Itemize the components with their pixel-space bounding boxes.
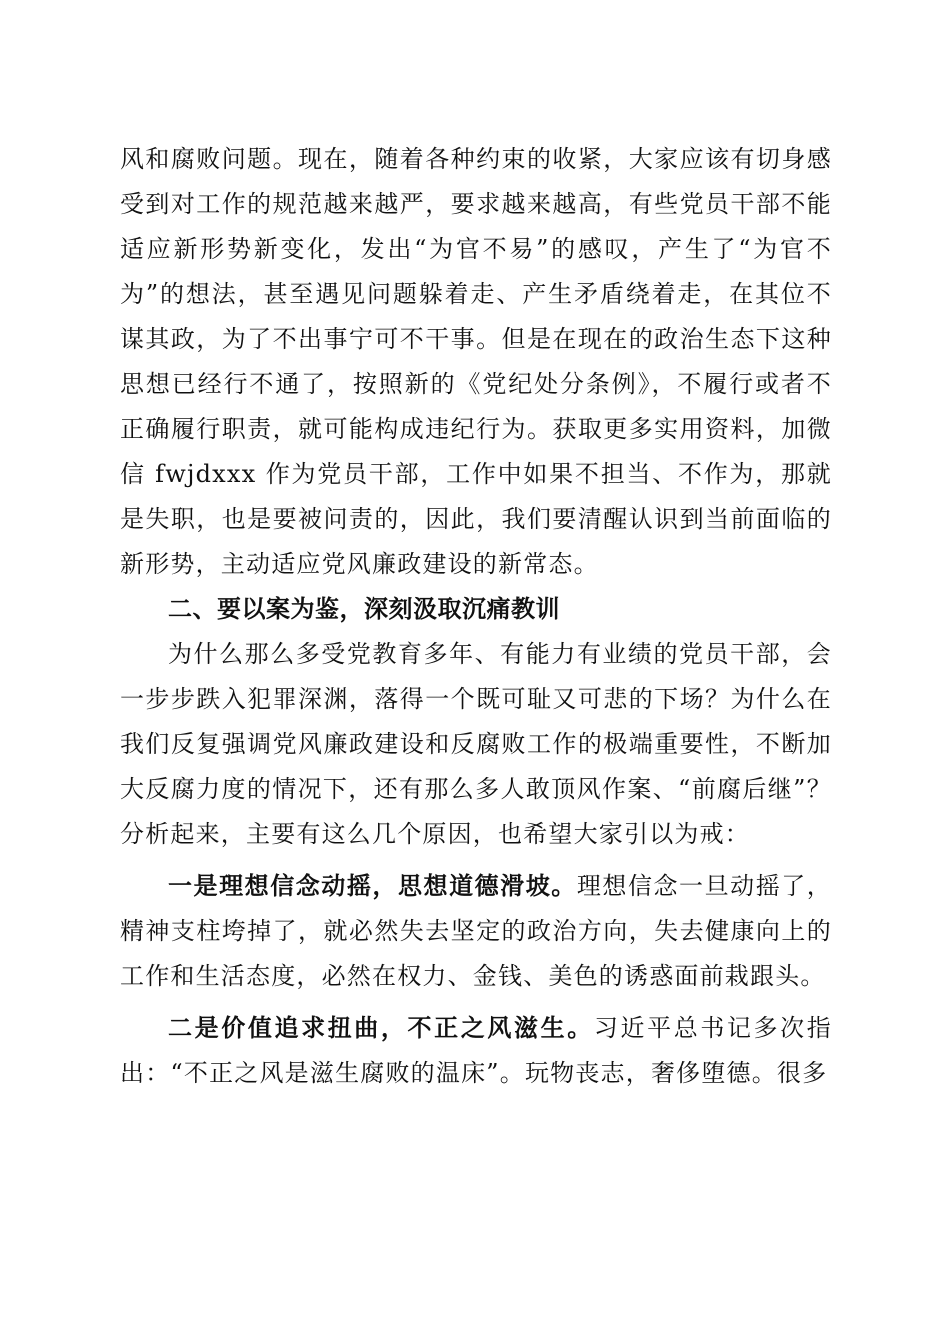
section-heading-2: 二、要以案为鉴，深刻汲取沉痛教训: [168, 595, 560, 623]
point-2-lead: 二是价值追求扭曲，不正之风滋生。: [168, 1013, 594, 1042]
point-1-lead: 一是理想信念动摇，思想道德滑坡。: [168, 871, 577, 900]
point-1-paragraph: [120, 863, 832, 999]
paragraph-1: 风和腐败问题。现在，随着各种约束的收紧，大家应该有切身感受到对工作的规范越来越严，要求越来越高，有些党员干部不能适应新形势新变化，发出“为官不易”的感叹，产生了“为官不为”的想法，甚至遇见问题躲着走、产生矛盾绕着走，在其位不谋其政，为了不出事宁可不干事。但是在现在的政治生态下这种思想已经行不通了，按照新的《党纪处分条例》，不履行或者不正确履行职责，就可能构成违纪行为。获取更多实用资料，加微信 fwjdxxx 作为党员干部，工作中如果不担当、不作为，那就是失职，也是要被问责的，因此，我们要清醒认识到当前面临的新形势，主动适应党风廉政建设的新常态。: [120, 145, 832, 578]
point-2-paragraph: [120, 1005, 832, 1096]
document-body: [120, 137, 832, 1096]
paragraph-2: 为什么那么多受党教育多年、有能力有业绩的党员干部，会一步步跌入犯罪深渊，落得一个既可耻又可悲的下场？为什么在我们反复强调党风廉政建设和反腐败工作的极端重要性，不断加大反腐力度的情况下，还有那么多人敢顶风作案、“前腐后继”？分析起来，主要有这么几个原因，也希望大家引以为戒：: [120, 640, 832, 848]
point-1-body: 理想信念一旦动摇了，精神支柱垮掉了，就必然失去坚定的政治方向，失去健康向上的工作和生活态度，必然在权力、金钱、美色的诱惑面前栽跟头。: [120, 872, 833, 990]
point-2-body: 习近平总书记多次指出：“不正之风是滋生腐败的温床”。玩物丧志，奢侈堕德。很多: [120, 1014, 832, 1087]
